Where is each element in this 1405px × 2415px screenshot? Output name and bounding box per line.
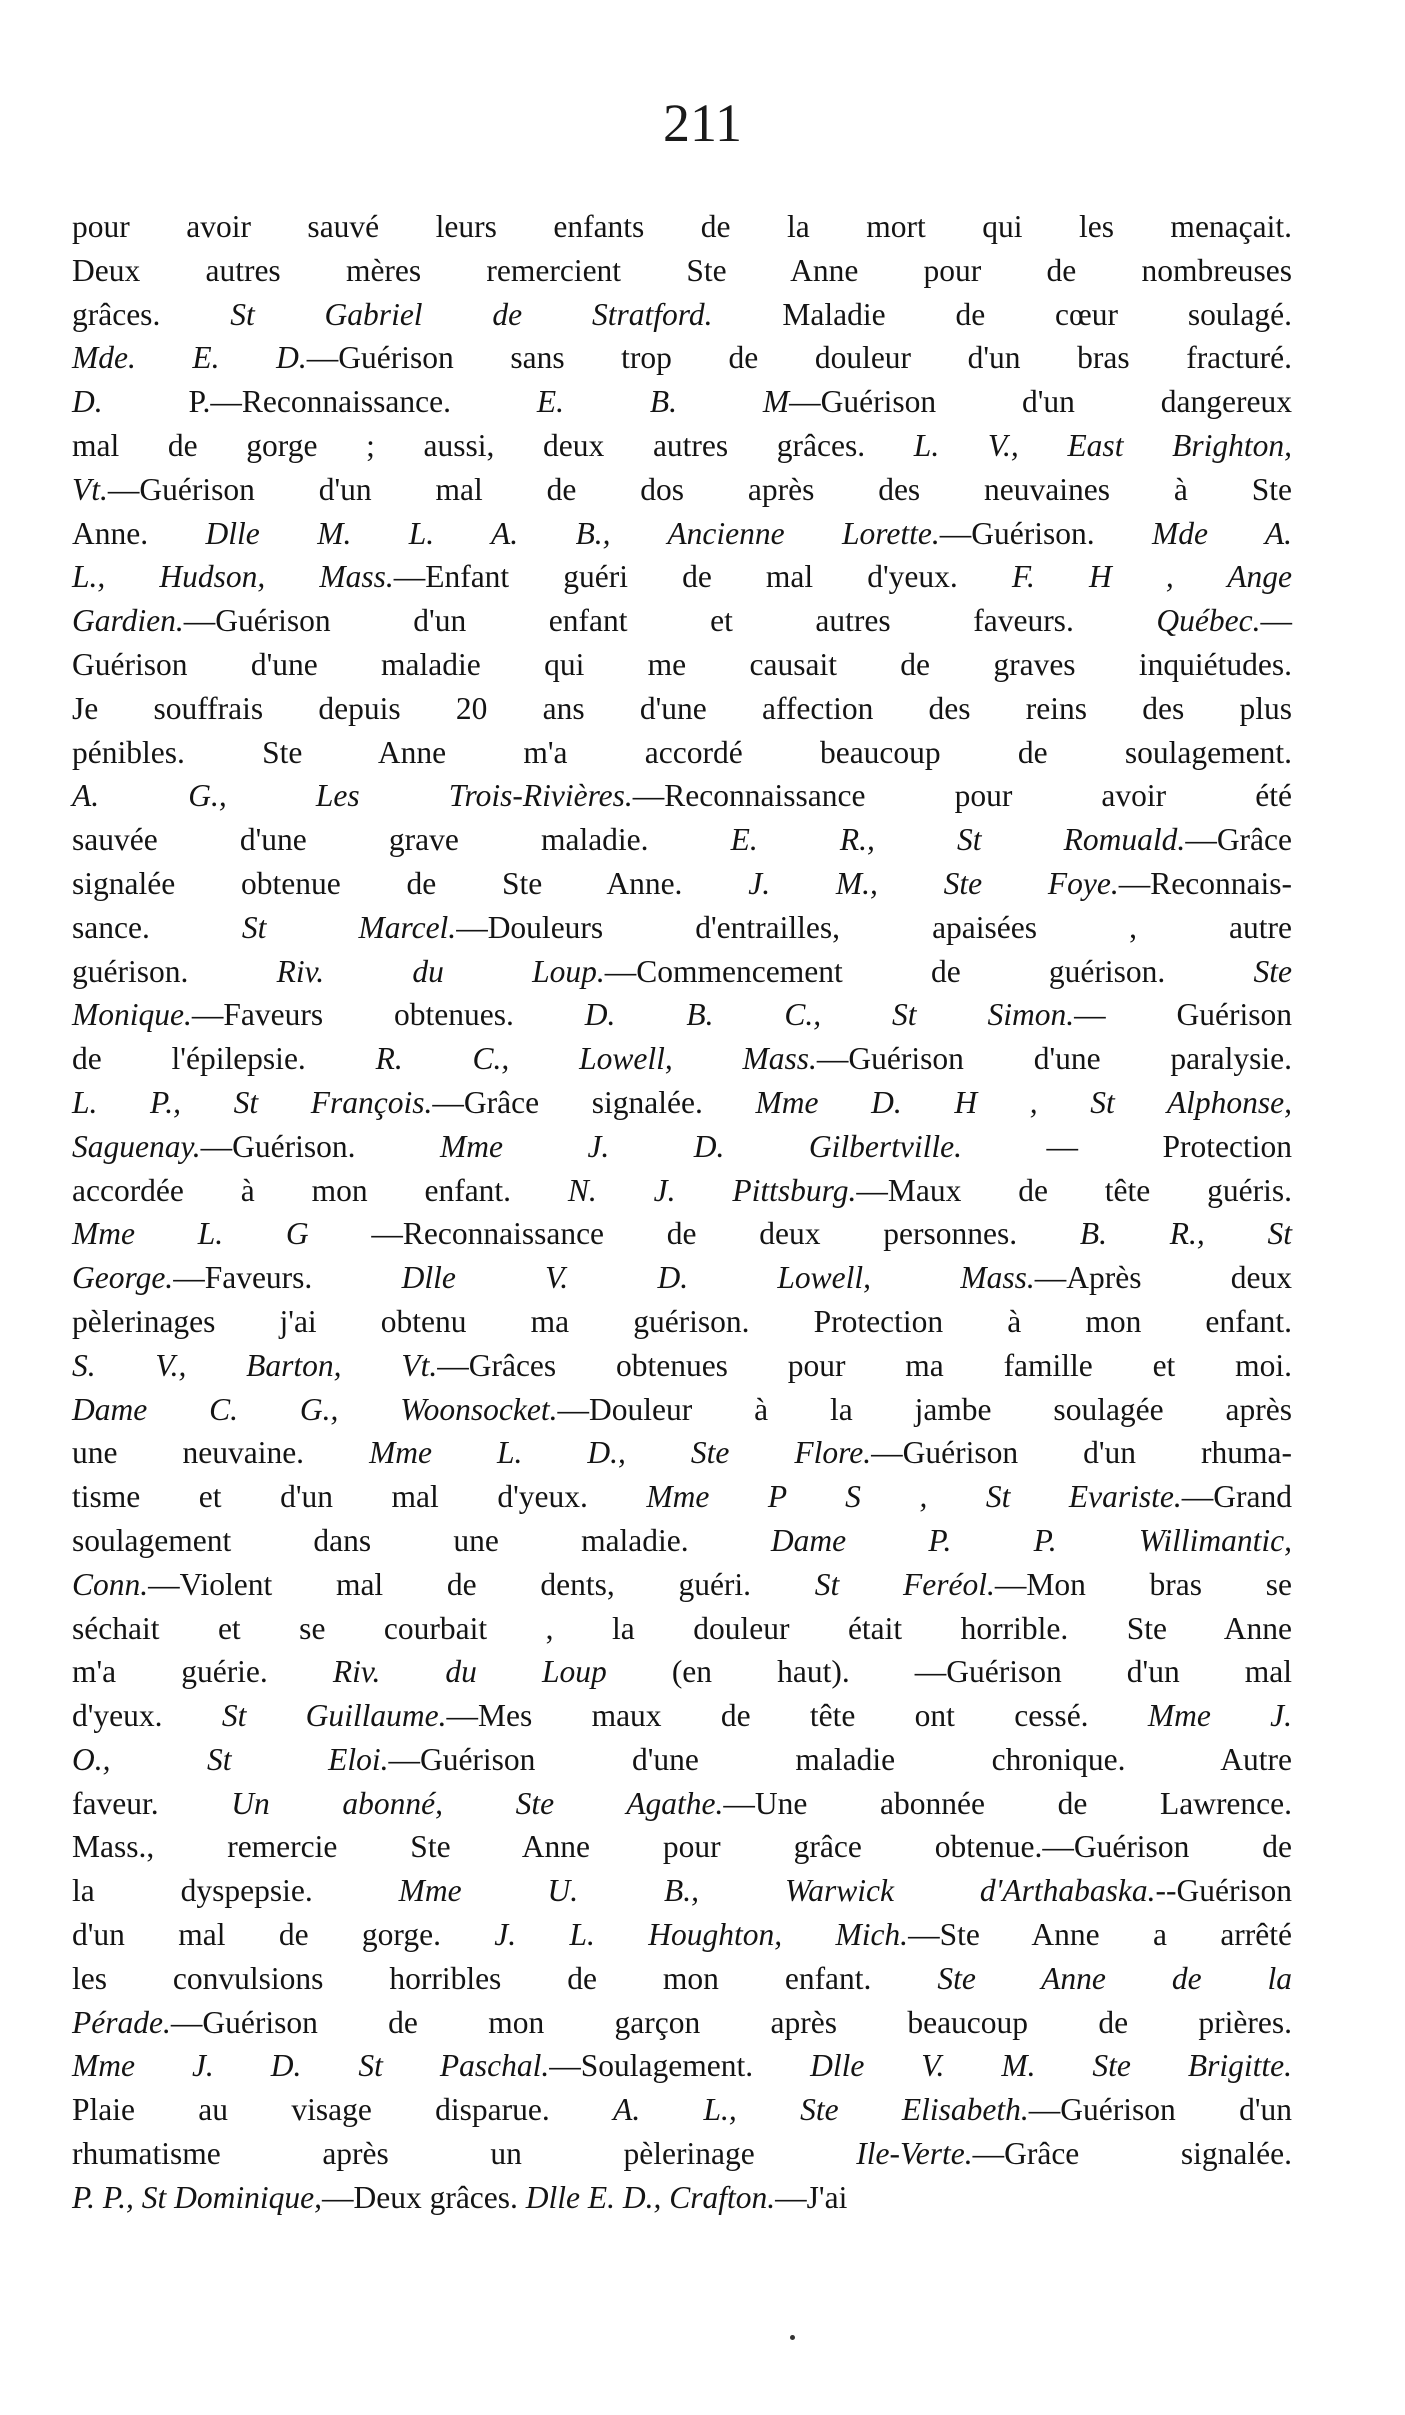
text-line: S. V., Barton, Vt.—Grâces obtenues pour ma famille et moi.: [72, 1347, 1292, 1383]
text-line: pour avoir sauvé leurs enfants de la mort qui les menaçait.: [72, 209, 1292, 244]
text-line: Anne. Dlle M. L. A. B., Ancienne Lorette.—Guérison. Mde A.: [72, 515, 1292, 551]
text-line: Saguenay.—Guérison. Mme J. D. Gilbertville. — Protection: [72, 1128, 1292, 1164]
text-line: soulagement dans une maladie. Dame P. P. Willimantic,: [72, 1522, 1292, 1558]
text-line: Conn.—Violent mal de dents, guéri. St Feréol.—Mon bras se: [72, 1566, 1292, 1602]
text-line: George.—Faveurs. Dlle V. D. Lowell, Mass.—Après deux: [72, 1260, 1292, 1296]
text-line: de l'épilepsie. R. C., Lowell, Mass.—Guérison d'une paralysie.: [72, 1041, 1292, 1077]
text-line: Mme J. D. St Paschal.—Soulagement. Dlle V. M. Ste Brigitte.: [72, 2048, 1293, 2084]
text-line: P. P., St Dominique,—Deux grâces. Dlle E. D., Crafton.—J'ai: [72, 2179, 848, 2215]
text-line: pénibles. Ste Anne m'a accordé beaucoup de soulagement.: [72, 734, 1292, 770]
text-line: m'a guérie. Riv. du Loup (en haut). —Guérison d'un mal: [72, 1654, 1293, 1690]
text-line: sance. St Marcel.—Douleurs d'entrailles, apaisées , autre: [72, 909, 1293, 945]
text-line: d'yeux. St Guillaume.—Mes maux de tête ont cessé. Mme J.: [72, 1698, 1292, 1734]
text-line: Mass., remercie Ste Anne pour grâce obtenue.—Guérison de: [72, 1829, 1292, 1865]
text-line: Guérison d'une maladie qui me causait de graves inquiétudes.: [72, 646, 1292, 682]
text-line: guérison. Riv. du Loup.—Commencement de guérison. Ste: [72, 953, 1293, 989]
page-number: 211: [663, 93, 742, 153]
printing-dot: [790, 2335, 795, 2340]
text-line: mal de gorge ; aussi, deux autres grâces. L. V., East Brighton,: [72, 427, 1292, 463]
text-line: Deux autres mères remercient Ste Anne pour de nombreuses: [72, 252, 1292, 288]
text-line: A. G., Les Trois-Rivières.—Reconnaissance pour avoir été: [72, 778, 1292, 814]
text-line: grâces. St Gabriel de Stratford. Maladie de cœur soulagé.: [72, 296, 1292, 332]
text-line: sauvée d'une grave maladie. E. R., St Romuald.—Grâce: [72, 822, 1292, 858]
text-line: Gardien.—Guérison d'un enfant et autres faveurs. Québec.—: [72, 603, 1292, 639]
text-line: Dame C. G., Woonsocket.—Douleur à la jambe soulagée après: [72, 1391, 1292, 1427]
text-line: Mme L. G —Reconnaissance de deux personnes. B. R., St: [72, 1216, 1292, 1252]
text-line: pèlerinages j'ai obtenu ma guérison. Protection à mon enfant.: [72, 1303, 1292, 1339]
text-line: d'un mal de gorge. J. L. Houghton, Mich.—Ste Anne a arrêté: [72, 1917, 1292, 1953]
body-text: [72, 205, 1292, 2220]
text-line: Monique.—Faveurs obtenues. D. B. C., St Simon.— Guérison: [72, 997, 1292, 1033]
text-line: accordée à mon enfant. N. J. Pittsburg.—Maux de tête guéris.: [72, 1172, 1292, 1208]
text-line: rhumatisme après un pèlerinage Ile-Verte.—Grâce signalée.: [72, 2136, 1292, 2172]
text-line: signalée obtenue de Ste Anne. J. M., Ste Foye.—Reconnais-: [72, 865, 1292, 901]
text-line: une neuvaine. Mme L. D., Ste Flore.—Guérison d'un rhuma-: [72, 1435, 1292, 1471]
text-line: Je souffrais depuis 20 ans d'une affection des reins des plus: [72, 690, 1292, 726]
text-line: séchait et se courbait , la douleur était horrible. Ste Anne: [72, 1610, 1292, 1646]
text-line: la dyspepsie. Mme U. B., Warwick d'Arthabaska.--Guérison: [72, 1873, 1292, 1909]
text-line: les convulsions horribles de mon enfant. Ste Anne de la: [72, 1960, 1292, 1996]
text-line: tisme et d'un mal d'yeux. Mme P S , St Evariste.—Grand: [72, 1479, 1292, 1515]
text-line: Plaie au visage disparue. A. L., Ste Elisabeth.—Guérison d'un: [72, 2092, 1293, 2128]
text-line: D. P.—Reconnaissance. E. B. M—Guérison d'un dangereux: [72, 384, 1292, 420]
text-line: O., St Eloi.—Guérison d'une maladie chronique. Autre: [72, 1741, 1292, 1777]
text-line: Mde. E. D.—Guérison sans trop de douleur d'un bras fracturé.: [72, 340, 1292, 376]
text-line: L. P., St François.—Grâce signalée. Mme D. H , St Alphonse,: [72, 1084, 1292, 1120]
text-line: Pérade.—Guérison de mon garçon après beaucoup de prières.: [72, 2004, 1292, 2040]
text-line: L., Hudson, Mass.—Enfant guéri de mal d'yeux. F. H , Ange: [72, 559, 1292, 595]
text-line: Vt.—Guérison d'un mal de dos après des neuvaines à Ste: [72, 471, 1292, 507]
text-line: faveur. Un abonné, Ste Agathe.—Une abonnée de Lawrence.: [72, 1785, 1292, 1821]
